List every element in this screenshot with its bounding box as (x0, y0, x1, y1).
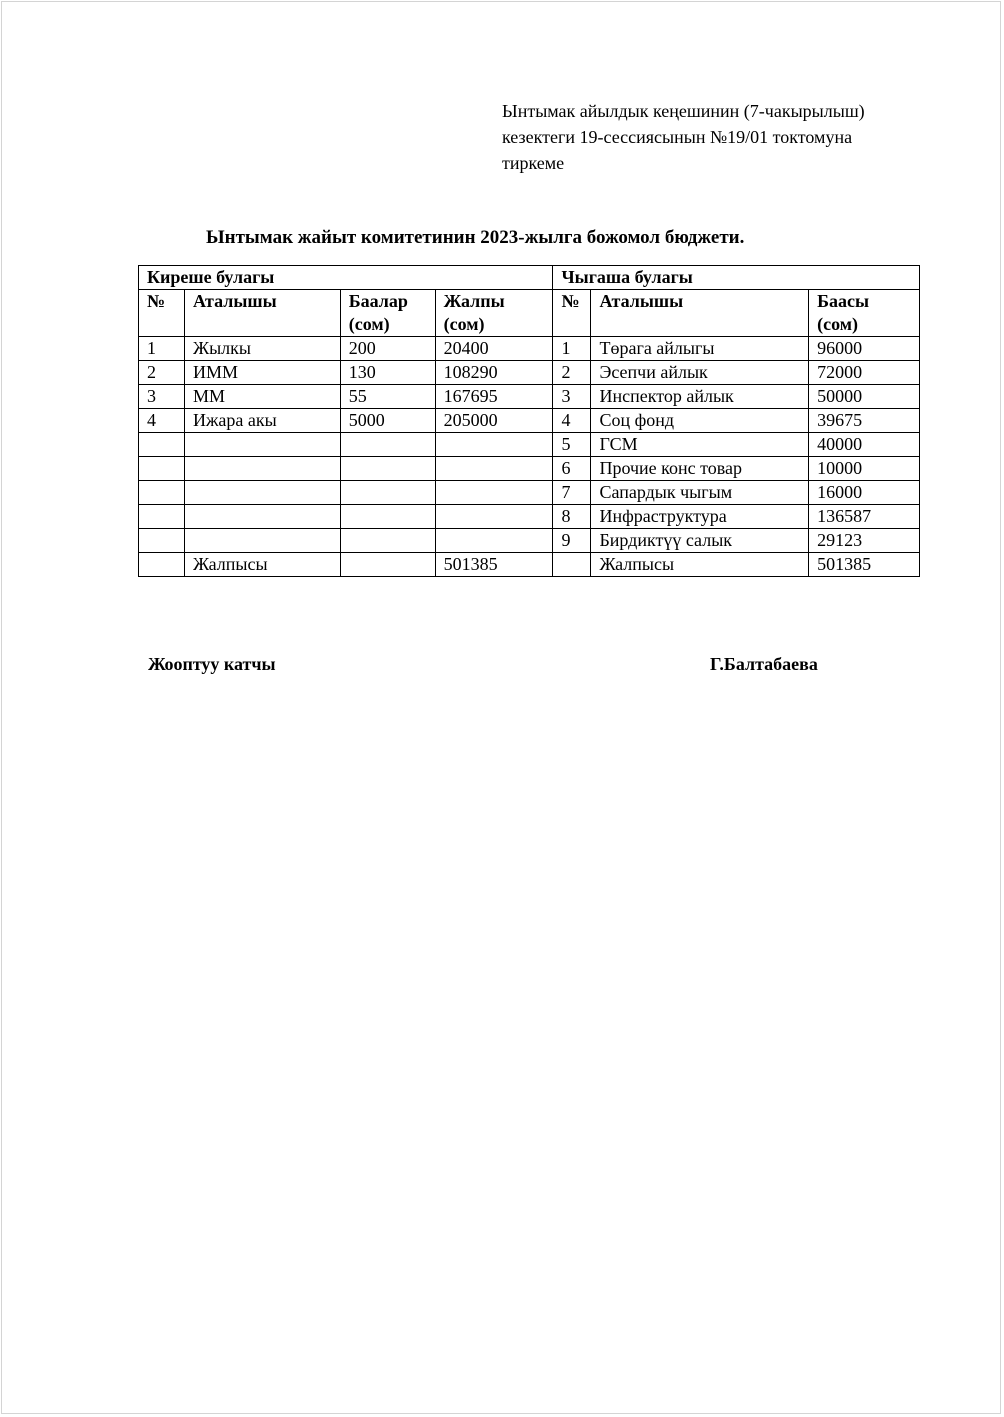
income-empty-cell (340, 481, 435, 505)
table-row (139, 529, 920, 553)
annex-note (502, 98, 942, 176)
expense-col-no: № (553, 290, 591, 337)
income-col-total (435, 290, 553, 337)
income-total: 205000 (435, 409, 553, 433)
expense-price: 39675 (809, 409, 920, 433)
income-total-value: 501385 (435, 553, 553, 577)
expense-name: Инфраструктура (591, 505, 809, 529)
expense-empty-cell (553, 553, 591, 577)
signature-name: Г.Балтабаева (710, 654, 818, 674)
expense-price: 96000 (809, 337, 920, 361)
expense-col-name: Аталышы (591, 290, 809, 337)
annex-line-1: Ынтымак айылдык кеңешинин (7-чакырылыш) (502, 101, 865, 121)
income-no: 2 (139, 361, 185, 385)
income-empty-cell (139, 529, 185, 553)
expense-no: 8 (553, 505, 591, 529)
expense-name: Инспектор айлык (591, 385, 809, 409)
income-empty-cell (340, 553, 435, 577)
income-empty-cell (340, 457, 435, 481)
income-price: 200 (340, 337, 435, 361)
income-price: 5000 (340, 409, 435, 433)
expense-name: Сапардык чыгым (591, 481, 809, 505)
income-empty-cell (139, 481, 185, 505)
document-page (1, 1, 1001, 1414)
income-no: 3 (139, 385, 185, 409)
expense-total-label: Жалпысы (591, 553, 809, 577)
table-row (139, 385, 920, 409)
expense-name: Төрага айлыгы (591, 337, 809, 361)
income-name: ИММ (184, 361, 340, 385)
expense-price: 10000 (809, 457, 920, 481)
expense-no: 6 (553, 457, 591, 481)
budget-table (138, 265, 920, 577)
expense-col-price-line2: (сом) (817, 314, 859, 334)
expense-heading: Чыгаша булагы (553, 266, 920, 290)
income-empty-cell (184, 529, 340, 553)
expense-col-price-line1: Баасы (817, 291, 870, 311)
income-total: 20400 (435, 337, 553, 361)
annex-line-3: тиркеме (502, 153, 565, 173)
expense-total-value: 501385 (809, 553, 920, 577)
income-no: 4 (139, 409, 185, 433)
income-col-name: Аталышы (184, 290, 340, 337)
income-total: 167695 (435, 385, 553, 409)
expense-no: 3 (553, 385, 591, 409)
income-empty-cell (435, 433, 553, 457)
section-header-row (139, 266, 920, 290)
income-total: 108290 (435, 361, 553, 385)
table-row (139, 433, 920, 457)
expense-name: Эсепчи айлык (591, 361, 809, 385)
income-empty-cell (139, 505, 185, 529)
expense-price: 16000 (809, 481, 920, 505)
income-empty-cell (139, 433, 185, 457)
income-name: Ижара акы (184, 409, 340, 433)
expense-no: 1 (553, 337, 591, 361)
income-empty-cell (435, 529, 553, 553)
income-empty-cell (340, 529, 435, 553)
totals-row (139, 553, 920, 577)
income-col-total-line2: (сом) (443, 314, 485, 334)
income-empty-cell (184, 457, 340, 481)
table-row (139, 505, 920, 529)
income-empty-cell (184, 481, 340, 505)
income-empty-cell (139, 457, 185, 481)
expense-name: Бирдиктүү салык (591, 529, 809, 553)
income-name: Жылкы (184, 337, 340, 361)
expense-name: Соц фонд (591, 409, 809, 433)
income-heading: Киреше булагы (139, 266, 553, 290)
table-row (139, 361, 920, 385)
income-empty-cell (435, 457, 553, 481)
table-row (139, 481, 920, 505)
income-empty-cell (435, 505, 553, 529)
income-empty-cell (435, 481, 553, 505)
expense-no: 2 (553, 361, 591, 385)
table-row (139, 457, 920, 481)
expense-no: 5 (553, 433, 591, 457)
table-row (139, 337, 920, 361)
expense-name: Прочие конс товар (591, 457, 809, 481)
income-total-label: Жалпысы (184, 553, 340, 577)
signature-role: Жооптуу катчы (148, 654, 276, 674)
income-col-price (340, 290, 435, 337)
income-col-no: № (139, 290, 185, 337)
income-empty-cell (139, 553, 185, 577)
income-no: 1 (139, 337, 185, 361)
expense-name: ГСМ (591, 433, 809, 457)
expense-price: 40000 (809, 433, 920, 457)
expense-price: 29123 (809, 529, 920, 553)
income-empty-cell (184, 505, 340, 529)
income-col-price-line1: Баалар (348, 291, 408, 311)
column-header-row (139, 290, 920, 337)
expense-price: 50000 (809, 385, 920, 409)
expense-no: 4 (553, 409, 591, 433)
income-empty-cell (340, 433, 435, 457)
income-col-total-line1: Жалпы (443, 291, 505, 311)
document-title: Ынтымак жайыт комитетинин 2023-жылга божомол бюджети. (206, 227, 745, 248)
expense-col-price (809, 290, 920, 337)
expense-no: 7 (553, 481, 591, 505)
annex-line-2: кезектеги 19-сессиясынын №19/01 токтомуна (502, 127, 853, 147)
expense-price: 136587 (809, 505, 920, 529)
income-price: 55 (340, 385, 435, 409)
income-price: 130 (340, 361, 435, 385)
expense-price: 72000 (809, 361, 920, 385)
expense-no: 9 (553, 529, 591, 553)
table-row (139, 409, 920, 433)
income-col-price-line2: (сом) (348, 314, 390, 334)
income-empty-cell (340, 505, 435, 529)
income-empty-cell (184, 433, 340, 457)
income-name: ММ (184, 385, 340, 409)
